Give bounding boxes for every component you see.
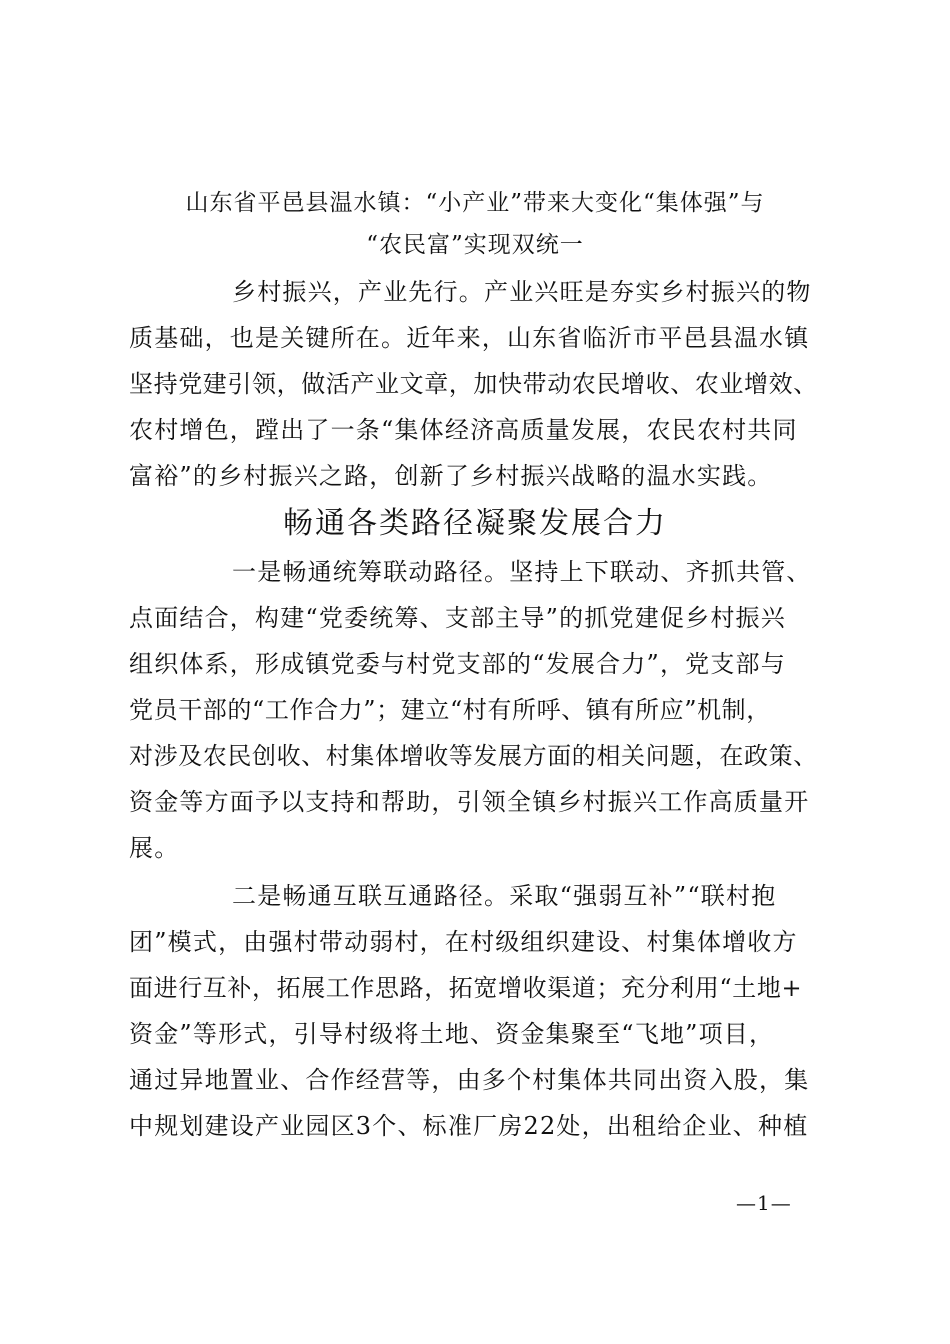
page-number: —1— <box>736 1191 792 1215</box>
intro-line-1: 乡村振兴，产业先行。产业兴旺是夯实乡村振兴的物 <box>232 278 812 306</box>
paragraph-two-line-3: 面进行互补，拓展工作思路，拓宽增收渠道；充分利用“土地+ <box>129 974 803 1002</box>
section-heading: 畅通各类路径凝聚发展合力 <box>283 506 667 541</box>
intro-line-2: 质基础，也是关键所在。近年来，山东省临沂市平邑县温水镇 <box>129 324 810 352</box>
paragraph-two-line-1: 二是畅通互联互通路径。采取“强弱互补”“联村抱 <box>232 882 777 910</box>
paragraph-one-line-5: 对涉及农民创收、村集体增收等发展方面的相关问题，在政策、 <box>129 742 818 770</box>
paragraph-one-line-2: 点面结合，构建“党委统筹、支部主导”的抓党建促乡村振兴 <box>129 604 786 632</box>
paragraph-one-line-7: 展。 <box>129 834 180 862</box>
paragraph-one-line-6: 资金等方面予以支持和帮助，引领全镇乡村振兴工作高质量开 <box>129 788 810 816</box>
document-title-line-2: “农民富”实现双统一 <box>366 232 584 258</box>
paragraph-two-line-4: 资金”等形式，引导村级将土地、资金集聚至“飞地”项目， <box>129 1020 775 1048</box>
intro-line-5: 富裕”的乡村振兴之路，创新了乡村振兴战略的温水实践。 <box>129 462 773 490</box>
paragraph-one-line-3: 组织体系，形成镇党委与村党支部的“发展合力”，党支部与 <box>129 650 786 678</box>
paragraph-two-line-2: 团”模式，由强村带动弱村，在村级组织建设、村集体增收方 <box>129 928 798 956</box>
intro-line-4: 农村增色，蹚出了一条“集体经济高质量发展，农民农村共同 <box>129 416 798 444</box>
paragraph-one-line-4: 党员干部的“工作合力”；建立“村有所呼、镇有所应”机制， <box>129 696 771 724</box>
paragraph-one-line-1: 一是畅通统筹联动路径。坚持上下联动、齐抓共管、 <box>232 558 812 586</box>
document-title-line-1: 山东省平邑县温水镇：“小产业”带来大变化“集体强”与 <box>185 190 765 216</box>
paragraph-two-line-6: 中规划建设产业园区3个、标准厂房22处，出租给企业、种植 <box>129 1112 809 1140</box>
intro-line-3: 坚持党建引领，做活产业文章，加快带动农民增收、农业增效、 <box>129 370 818 398</box>
paragraph-two-line-5: 通过异地置业、合作经营等，由多个村集体共同出资入股，集 <box>129 1066 810 1094</box>
